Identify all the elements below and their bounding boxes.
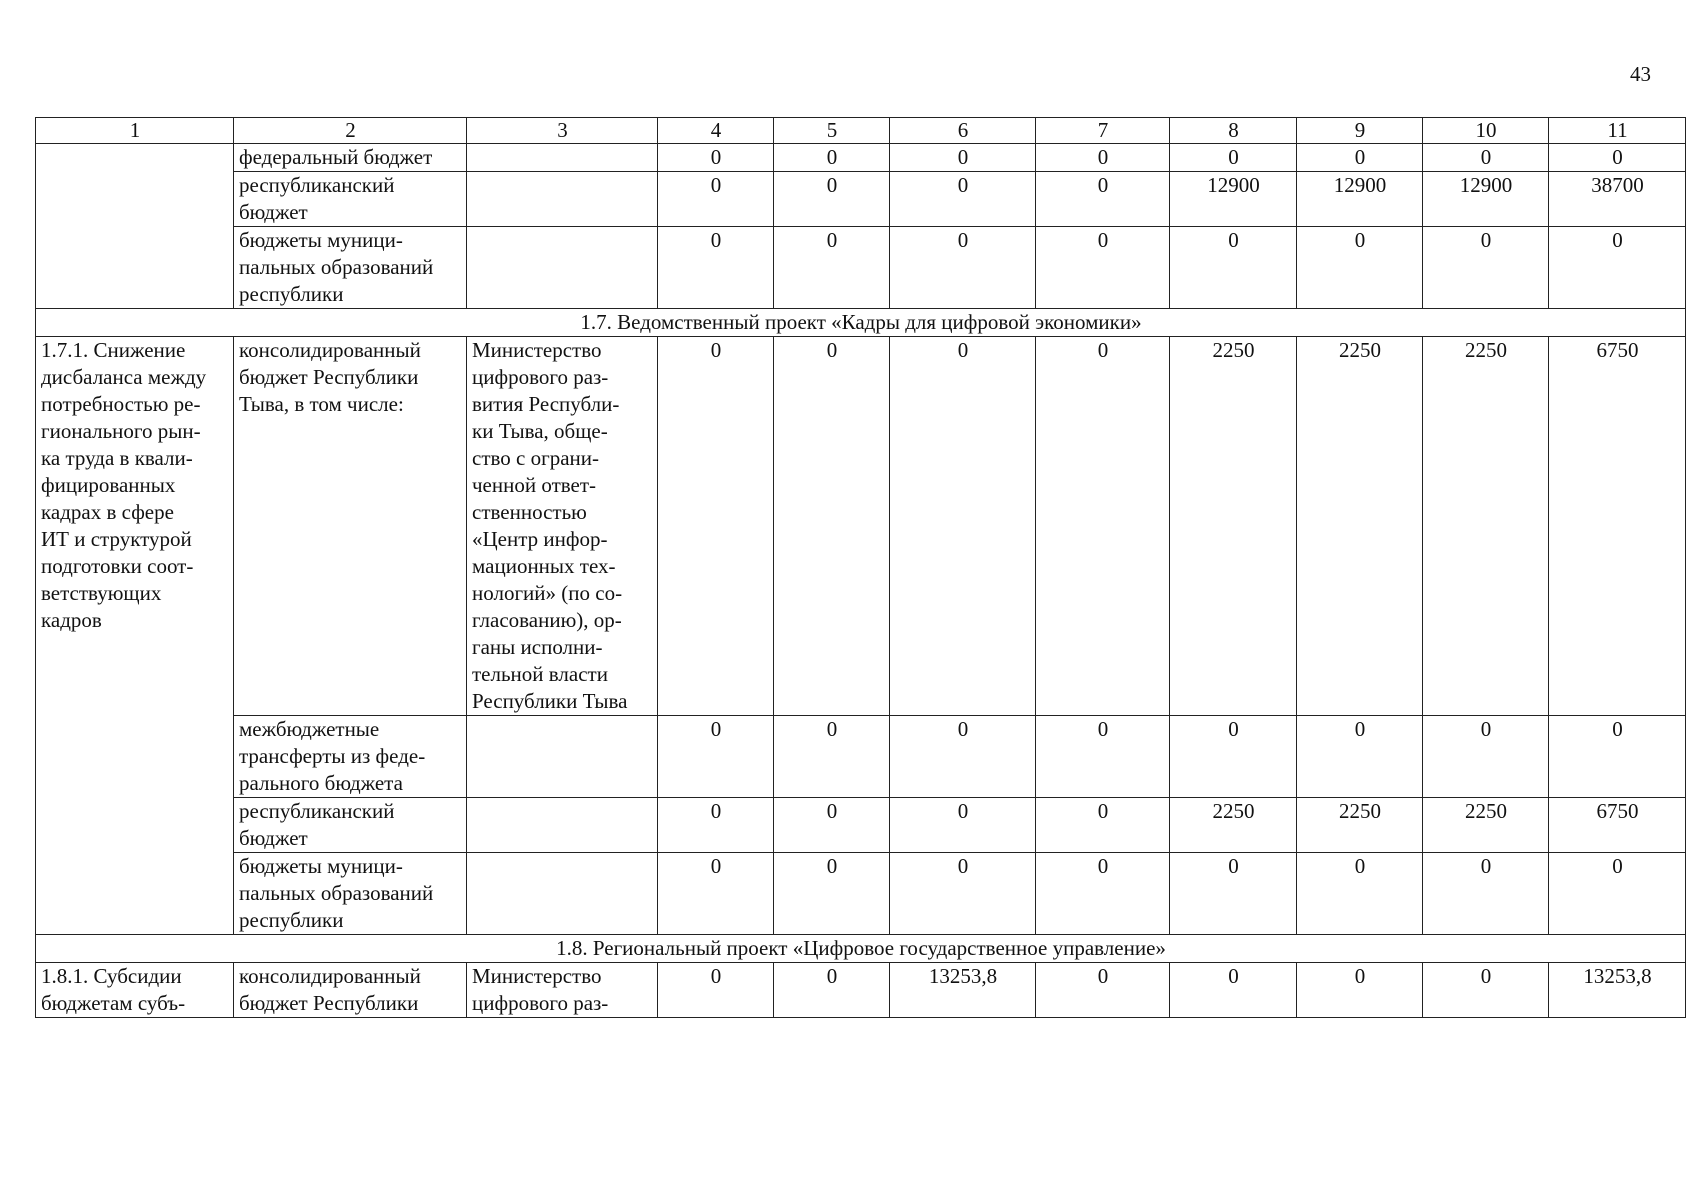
value-cell: 0	[658, 798, 774, 853]
value-cell: 0	[658, 853, 774, 935]
executor-cell	[467, 227, 658, 309]
section-title: 1.7. Ведомственный проект «Кадры для цифровой экономики»	[36, 309, 1686, 337]
funding-source: межбюджетные трансферты из феде- рального бюджета	[234, 716, 467, 798]
funding-source: консолидированный бюджет Республики	[234, 963, 467, 1018]
executor-cell	[467, 798, 658, 853]
value-cell: 2250	[1170, 798, 1297, 853]
value-cell: 0	[1549, 716, 1686, 798]
table-row	[36, 716, 1686, 798]
value-cell: 0	[1423, 963, 1549, 1018]
value-cell: 0	[774, 853, 890, 935]
column-number-row	[36, 118, 1686, 144]
value-cell: 0	[1549, 227, 1686, 309]
value-cell: 0	[1423, 853, 1549, 935]
value-cell: 13253,8	[1549, 963, 1686, 1018]
column-header: 9	[1297, 118, 1423, 144]
value-cell: 0	[890, 337, 1036, 716]
executor-cell: Министерство цифрового раз-	[467, 963, 658, 1018]
value-cell: 0	[774, 172, 890, 227]
value-cell: 0	[1423, 144, 1549, 172]
value-cell: 0	[890, 716, 1036, 798]
value-cell: 0	[1036, 716, 1170, 798]
value-cell: 0	[658, 337, 774, 716]
executor-cell: Министерство цифрового раз- вития Республи- ки Тыва, обще- ство с ограни- ченной ответ- ственностью «Центр инфор- мационных тех- нологий» (по со- гласованию), ор- ганы исполни- тельной власти Республики Тыва	[467, 337, 658, 716]
value-cell: 2250	[1170, 337, 1297, 716]
value-cell: 0	[1170, 853, 1297, 935]
value-cell: 0	[774, 716, 890, 798]
value-cell: 2250	[1423, 337, 1549, 716]
value-cell: 0	[1549, 144, 1686, 172]
column-header: 5	[774, 118, 890, 144]
table-row	[36, 227, 1686, 309]
value-cell: 2250	[1297, 798, 1423, 853]
column-header: 11	[1549, 118, 1686, 144]
column-header: 3	[467, 118, 658, 144]
executor-cell	[467, 853, 658, 935]
executor-cell	[467, 716, 658, 798]
funding-source: федеральный бюджет	[234, 144, 467, 172]
value-cell: 0	[1549, 853, 1686, 935]
table-row	[36, 798, 1686, 853]
value-cell: 0	[1036, 144, 1170, 172]
column-header: 1	[36, 118, 234, 144]
section-row	[36, 309, 1686, 337]
section-row	[36, 935, 1686, 963]
value-cell: 0	[1170, 144, 1297, 172]
value-cell: 13253,8	[890, 963, 1036, 1018]
page-number: 43	[1630, 62, 1651, 86]
table-row	[36, 337, 1686, 716]
value-cell: 0	[890, 144, 1036, 172]
value-cell: 0	[1036, 337, 1170, 716]
value-cell: 12900	[1297, 172, 1423, 227]
value-cell: 6750	[1549, 798, 1686, 853]
value-cell: 0	[1423, 227, 1549, 309]
value-cell: 0	[774, 337, 890, 716]
executor-cell	[467, 172, 658, 227]
value-cell: 0	[1170, 227, 1297, 309]
budget-table	[35, 117, 1686, 1018]
table-row	[36, 853, 1686, 935]
value-cell: 0	[1297, 227, 1423, 309]
value-cell: 0	[658, 172, 774, 227]
value-cell: 12900	[1170, 172, 1297, 227]
column-header: 10	[1423, 118, 1549, 144]
table-row	[36, 172, 1686, 227]
column-header: 6	[890, 118, 1036, 144]
value-cell: 0	[1297, 716, 1423, 798]
column-header: 4	[658, 118, 774, 144]
value-cell: 0	[658, 716, 774, 798]
funding-source: бюджеты муници- пальных образований республики	[234, 227, 467, 309]
funding-source: консолидированный бюджет Республики Тыва, в том числе:	[234, 337, 467, 716]
value-cell: 2250	[1423, 798, 1549, 853]
value-cell: 0	[1423, 716, 1549, 798]
value-cell: 0	[658, 144, 774, 172]
value-cell: 0	[774, 963, 890, 1018]
value-cell: 0	[774, 144, 890, 172]
value-cell: 0	[1170, 963, 1297, 1018]
measure-name-cell: 1.7.1. Снижение дисбаланса между потребностью ре- гионального рын- ка труда в квали- фицированных кадрах в сфере ИТ и структурой подготовки соот- ветствующих кадров	[36, 337, 234, 935]
column-header: 2	[234, 118, 467, 144]
value-cell: 0	[1036, 798, 1170, 853]
funding-source: республиканский бюджет	[234, 798, 467, 853]
measure-name-cell	[36, 144, 234, 309]
value-cell: 0	[890, 798, 1036, 853]
value-cell: 0	[890, 853, 1036, 935]
value-cell: 0	[1170, 716, 1297, 798]
value-cell: 0	[1036, 172, 1170, 227]
value-cell: 6750	[1549, 337, 1686, 716]
value-cell: 0	[658, 963, 774, 1018]
value-cell: 2250	[1297, 337, 1423, 716]
value-cell: 0	[1036, 853, 1170, 935]
value-cell: 38700	[1549, 172, 1686, 227]
value-cell: 0	[890, 172, 1036, 227]
value-cell: 0	[890, 227, 1036, 309]
value-cell: 0	[1297, 853, 1423, 935]
value-cell: 0	[1036, 227, 1170, 309]
value-cell: 0	[658, 227, 774, 309]
executor-cell	[467, 144, 658, 172]
value-cell: 0	[1297, 144, 1423, 172]
measure-name-cell: 1.8.1. Субсидии бюджетам субъ-	[36, 963, 234, 1018]
value-cell: 0	[774, 227, 890, 309]
column-header: 7	[1036, 118, 1170, 144]
column-header: 8	[1170, 118, 1297, 144]
value-cell: 0	[774, 798, 890, 853]
funding-source: бюджеты муници- пальных образований республики	[234, 853, 467, 935]
value-cell: 0	[1036, 963, 1170, 1018]
funding-source: республиканский бюджет	[234, 172, 467, 227]
table-row	[36, 144, 1686, 172]
value-cell: 0	[1297, 963, 1423, 1018]
table-row	[36, 963, 1686, 1018]
section-title: 1.8. Региональный проект «Цифровое государственное управление»	[36, 935, 1686, 963]
value-cell: 12900	[1423, 172, 1549, 227]
